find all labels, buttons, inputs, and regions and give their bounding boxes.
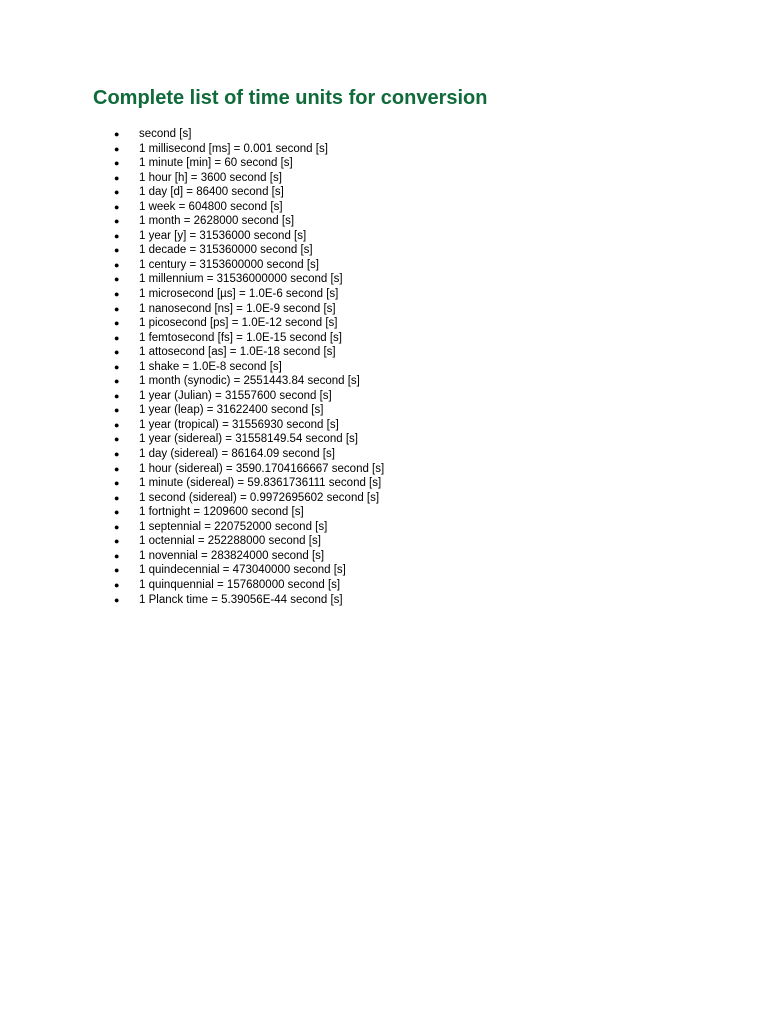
unit-conversion-text: second [s] [139,128,192,140]
list-item [0,374,768,389]
list-item [0,331,768,346]
list-item [0,403,768,418]
unit-conversion-text: 1 century = 3153600000 second [s] [139,258,319,271]
bullet-icon: ● [114,303,120,314]
unit-conversion-text: 1 year (leap) = 31622400 second [s] [139,404,324,417]
list-item [0,563,768,578]
bullet-icon: ● [114,492,120,503]
time-unit-list [0,127,768,607]
bullet-icon: ● [114,129,120,139]
unit-conversion-text: 1 year (tropical) = 31556930 second [s] [139,418,339,431]
bullet-icon: ● [114,594,120,605]
bullet-icon: ● [114,521,120,532]
unit-conversion-text: 1 quinquennial = 157680000 second [s] [139,578,341,591]
list-item [0,345,768,360]
list-item [0,549,768,564]
unit-conversion-text: 1 Planck time = 5.39056E-44 second [s] [139,593,343,606]
bullet-icon: ● [114,347,120,358]
unit-conversion-text: 1 year [y] = 31536000 second [s] [139,229,307,242]
unit-conversion-text: 1 month = 2628000 second [s] [139,215,295,228]
unit-conversion-text: 1 minute (sidereal) = 59.8361736111 second [s] [139,477,382,490]
unit-conversion-text: 1 week = 604800 second [s] [139,200,283,213]
unit-conversion-text: 1 month (synodic) = 2551443.84 second [s] [139,375,360,388]
bullet-icon: ● [114,550,120,561]
list-item [0,520,768,535]
list-item [0,229,768,244]
list-item [0,302,768,317]
list-item [0,360,768,375]
unit-conversion-text: 1 millennium = 31536000000 second [s] [139,273,343,286]
bullet-icon: ● [114,390,120,401]
list-item [0,185,768,200]
list-item [0,287,768,302]
unit-conversion-text: 1 hour [h] = 3600 second [s] [139,171,282,184]
bullet-icon: ● [114,478,120,489]
unit-conversion-text: 1 nanosecond [ns] = 1.0E-9 second [s] [139,302,336,315]
list-item [0,156,768,171]
list-item [0,316,768,331]
list-item [0,476,768,491]
list-item [0,142,768,157]
bullet-icon: ● [114,216,120,227]
unit-conversion-text: 1 shake = 1.0E-8 second [s] [139,360,282,373]
list-item [0,200,768,215]
bullet-icon: ● [114,230,120,241]
list-item [0,243,768,258]
bullet-icon: ● [114,419,120,430]
list-item [0,432,768,447]
unit-conversion-text: 1 day (sidereal) = 86164.09 second [s] [139,448,335,461]
list-item [0,462,768,477]
bullet-icon: ● [114,361,120,372]
unit-conversion-text: 1 hour (sidereal) = 3590.1704166667 second [s] [139,462,385,475]
unit-conversion-text: 1 attosecond [as] = 1.0E-18 second [s] [139,346,336,359]
unit-conversion-text: 1 day [d] = 86400 second [s] [139,186,284,199]
bullet-icon: ● [114,405,120,416]
bullet-icon: ● [114,143,120,154]
page-title: Complete list of time units for conversion [93,87,488,109]
unit-conversion-text: 1 decade = 315360000 second [s] [139,244,313,257]
unit-conversion-text: 1 second (sidereal) = 0.9972695602 second [s] [139,491,380,504]
list-item [0,418,768,433]
bullet-icon: ● [114,245,120,256]
list-item [0,258,768,273]
bullet-icon: ● [114,318,120,329]
unit-conversion-text: 1 quindecennial = 473040000 second [s] [139,564,346,577]
bullet-icon: ● [114,507,120,518]
bullet-icon: ● [114,536,120,547]
unit-conversion-text: 1 microsecond [µs] = 1.0E-6 second [s] [139,288,339,301]
unit-conversion-text: 1 minute [min] = 60 second [s] [139,157,293,170]
list-item [0,447,768,462]
bullet-icon: ● [114,289,120,300]
list-item [0,534,768,549]
unit-conversion-text: 1 year (sidereal) = 31558149.54 second [s] [139,433,358,446]
bullet-icon: ● [114,376,120,387]
unit-conversion-text: 1 femtosecond [fs] = 1.0E-15 second [s] [139,331,342,344]
list-item [0,127,768,142]
unit-conversion-text: 1 fortnight = 1209600 second [s] [139,506,304,519]
list-item [0,578,768,593]
unit-conversion-text: 1 octennial = 252288000 second [s] [139,535,321,548]
bullet-icon: ● [114,449,120,460]
bullet-icon: ● [114,187,120,198]
bullet-icon: ● [114,434,120,445]
list-item [0,272,768,287]
list-item [0,389,768,404]
bullet-icon: ● [114,201,120,212]
bullet-icon: ● [114,158,120,169]
unit-conversion-text: 1 picosecond [ps] = 1.0E-12 second [s] [139,317,338,330]
list-item [0,505,768,520]
list-item [0,593,768,608]
bullet-icon: ● [114,463,120,474]
list-item [0,491,768,506]
unit-conversion-text: 1 novennial = 283824000 second [s] [139,549,325,562]
bullet-icon: ● [114,274,120,285]
bullet-icon: ● [114,579,120,590]
list-item [0,214,768,229]
bullet-icon: ● [114,172,120,183]
list-item [0,171,768,186]
unit-conversion-text: 1 millisecond [ms] = 0.001 second [s] [139,142,328,155]
bullet-icon: ● [114,565,120,576]
bullet-icon: ● [114,332,120,343]
unit-conversion-text: 1 year (Julian) = 31557600 second [s] [139,389,332,402]
unit-conversion-text: 1 septennial = 220752000 second [s] [139,520,328,533]
bullet-icon: ● [114,259,120,270]
